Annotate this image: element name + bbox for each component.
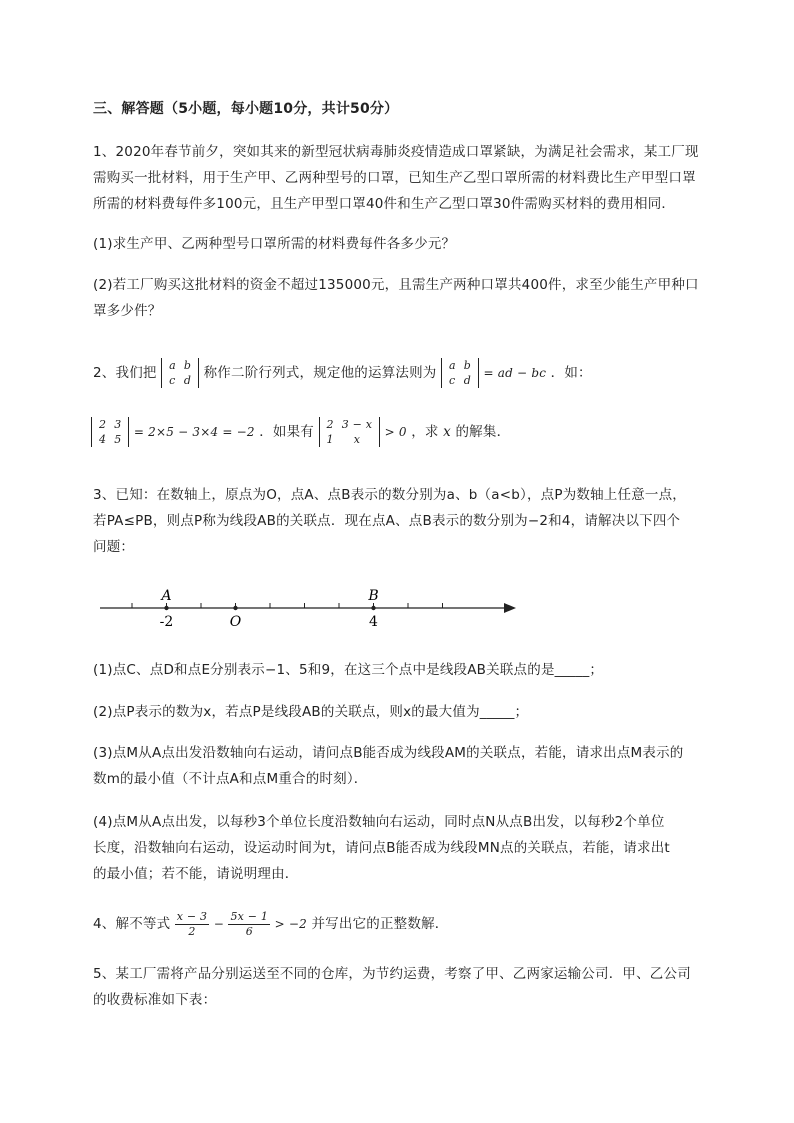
q2-suffix: ．如： (550, 365, 592, 381)
q3-part-4-line-2: 长度，沿数轴向右运动，设运动时间为t，请问点B能否成为线段MN点的关联点，若能，请求出t (93, 840, 670, 856)
q3-part-1: (1)点C、点D和点E分别表示−1、5和9，在这三个点中是线段AB关联点的是_____； (93, 662, 604, 678)
label-B: B (368, 588, 379, 604)
q3-part-4-line-1: (4)点M从A点出发，以每秒3个单位长度沿数轴向右运动，同时点N从点B出发，以每秒2个单位 (93, 814, 665, 830)
q1-line-1: 1、2020年春节前夕，突如其来的新型冠状病毒肺炎疫情造成口罩紧缺，为满足社会需求，某工厂现 (93, 144, 699, 160)
fraction-2: $\frac{5x - 1}{6}$ (230, 909, 269, 938)
section-title: 三、解答题（5小题，每小题10分，共计50分） (93, 101, 399, 117)
q2-tail2: 的解集． (455, 424, 511, 440)
tick-label-A: -2 (159, 614, 174, 630)
axis-ticks (132, 603, 443, 608)
q1-line-2: 需购买一批材料，用于生产甲、乙两种型号的口罩，已知生产乙型口罩所需的材料费比生产甲型口罩 (93, 170, 696, 186)
tick-label-B: 4 (369, 614, 378, 630)
q3-line-2: 若PA≤PB，则点P称为线段AB的关联点．现在点A、点B表示的数分别为−2和4，请解决以下四个 (93, 513, 681, 529)
q4-suffix: 并写出它的正整数解． (311, 916, 449, 932)
q2-mid2: ．如果有 (259, 424, 314, 440)
q2-rule: = ad − bc (483, 366, 547, 380)
q2-mid: 称作二阶行列式，规定他的运算法则为 (203, 365, 437, 381)
q4-prefix: 4、解不等式 (93, 916, 171, 932)
label-O: O (229, 614, 242, 630)
q3-part-2: (2)点P表示的数为x，若点P是线段AB的关联点，则x的最大值为_____； (93, 704, 529, 720)
question-2-line-1 (93, 356, 733, 390)
q3-part-4-line-3: 的最小值；若不能，请说明理由． (93, 866, 299, 882)
q2-condition: > 0 (384, 425, 407, 439)
q3-part-3-line-2: 数m的最小值（不计点A和点M重合的时刻）． (93, 771, 368, 787)
determinant-4: 2 3 − x 1 x (319, 417, 381, 447)
q3-part-4 (93, 809, 733, 887)
q3-part-3 (93, 740, 733, 792)
point-B (371, 606, 375, 610)
fraction-1: $\frac{x - 3}{2}$ (176, 909, 208, 938)
q1-part-1: (1)求生产甲、乙两种型号口罩所需的材料费每件各多少元？ (93, 236, 456, 252)
number-line (96, 580, 526, 640)
question-5 (93, 961, 733, 1013)
q3-line-1: 3、已知：在数轴上，原点为O，点A、点B表示的数分别为a、b（a<b），点P为数轴上任意一点， (93, 487, 686, 503)
question-1-stem (93, 139, 733, 217)
q2-tail: ，求 (411, 424, 439, 440)
label-A: A (161, 588, 172, 604)
q4-minus: − (213, 917, 224, 931)
q1-part-2-line-2: 罩多少件？ (93, 303, 162, 319)
q2-prefix: 2、我们把 (93, 365, 157, 381)
point-O (233, 606, 237, 610)
q5-line-1: 5、某工厂需将产品分别运送至不同的仓库，为节约运费，考察了甲、乙两家运输公司．甲、乙公司 (93, 966, 691, 982)
determinant-3: 2 3 4 5 (91, 417, 129, 447)
q3-part-3-line-1: (3)点M从A点出发沿数轴向右运动，请问点B能否成为线段AM的关联点，若能，请求出点M表示的 (93, 745, 684, 761)
determinant-2: a b c d (441, 358, 479, 388)
q1-part-2-line-1: (2)若工厂购买这批材料的资金不超过135000元，且需生产两种口罩共400件，求至少能生产甲种口 (93, 277, 699, 293)
q1-line-3: 所需的材料费每件多100元，且生产甲型口罩40件和生产乙型口罩30件需购买材料的费用相同． (93, 196, 676, 212)
q2-example: = 2×5 − 3×4 = −2 (133, 425, 255, 439)
q1-part-2 (93, 272, 733, 324)
q4-rhs: > −2 (274, 917, 307, 931)
point-A (164, 606, 168, 610)
q5-line-2: 的收费标准如下表： (93, 992, 217, 1008)
axis-arrow (504, 603, 516, 613)
q3-line-3: 问题： (93, 539, 135, 555)
question-4 (93, 907, 733, 941)
determinant-1: a b c d (161, 358, 199, 388)
q2-variable: x (443, 424, 451, 440)
question-3-stem (93, 482, 733, 560)
question-2-line-2 (93, 415, 733, 449)
